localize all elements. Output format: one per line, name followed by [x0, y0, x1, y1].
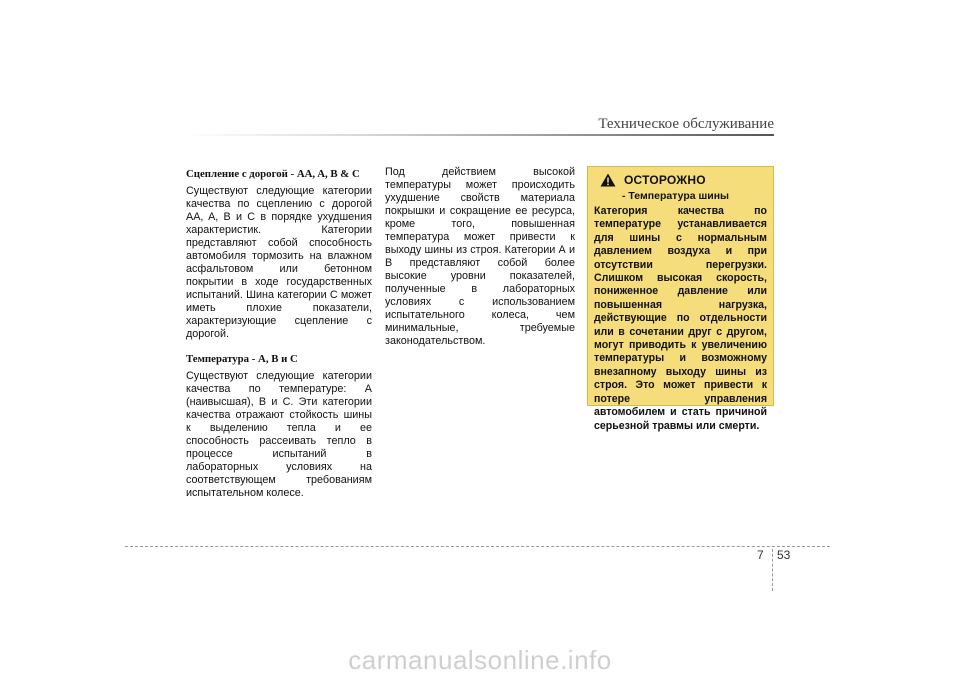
- warning-header: [600, 173, 767, 187]
- footer-vertical-divider: [772, 549, 773, 591]
- page-number: 53: [777, 548, 791, 562]
- header-divider: [186, 134, 774, 136]
- watermark: carmanualsonline.info: [348, 645, 612, 675]
- traction-section-text: Существуют следующие категории качества по сцеплению с дорогой AA, A, B и C в порядке ухудшения характеристик. Категории представляют собой способность автомобиля тормозить на влажном асфальтовом или бетонном покрытии в ходе государственных испытаний. Шина категории С может иметь плохие показатели, характеризующие сцепление с дорогой.: [186, 185, 372, 340]
- warning-triangle-icon: [600, 173, 616, 187]
- temperature-section-text: Существуют следующие категории качества по температуре: А (наивысшая), В и С. Эти категории качества отражают стойкость шины к выделению тепла и ее способность рассеивать тепло в процессе испытаний в лабораторных условиях на соответствующем требованиям испытательном колесе.: [186, 370, 372, 499]
- page-header-title: Техническое обслуживание: [598, 116, 774, 132]
- warning-title: ОСТОРОЖНО: [624, 173, 706, 187]
- warning-subtitle: - Температура шины: [622, 190, 729, 202]
- warning-box: [587, 166, 774, 432]
- temperature-section-title: Температура - A, B и C: [186, 353, 298, 365]
- left-column: [186, 168, 372, 500]
- warning-text: Категория качества по температуре устанавливается для шины с нормальным давлением воздуха и при отсутствии перегрузки. Слишком высокая скорость, пониженное давление или повышенная нагрузка, действующие по отдельности или в сочетании друг с другом, могут приводить к увеличению температуры и возможному внезапному выходу шины из строя. Это может привести к потере управления автомобилем и стать причиной серьезной травмы или смерти.: [594, 205, 767, 432]
- footer-divider: [125, 546, 830, 547]
- traction-section-title: Сцепление с дорогой - AA, A, B & C: [186, 168, 360, 180]
- temperature-continued-text: Под действием высокой температуры может происходить ухудшение свойств материала покрышки и сокращение ее ресурса, кроме того, повышенная температура может привести к выходу шины из строя. Категории А и В представляют собой более высокие уровни показателей, полученные в лабораторных условиях с использованием испытательного колеса, чем минимальные, требуемые законодательством.: [385, 166, 575, 347]
- chapter-number: 7: [757, 548, 764, 562]
- middle-column: [385, 166, 575, 348]
